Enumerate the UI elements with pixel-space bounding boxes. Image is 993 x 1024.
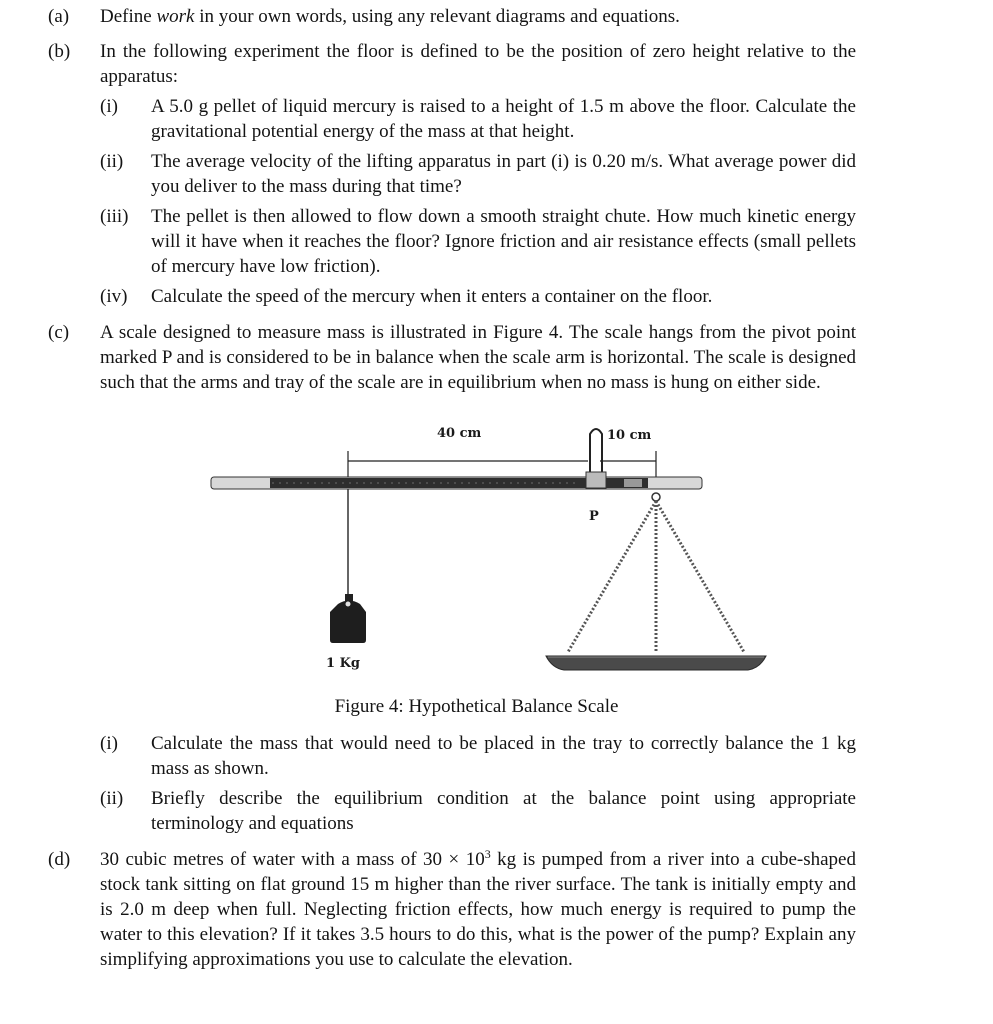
- question-d-label: (d): [48, 849, 71, 870]
- question-a-text-pre: Define: [100, 6, 157, 27]
- weight-hook: [345, 594, 353, 601]
- question-a-text-emphasis: work: [156, 6, 195, 27]
- question-b-part-text: The pellet is then allowed to flow down a smooth straight chute. How much kinetic energy will it have when it reaches the floor? Ignore friction and air resistance effects (small pellets of mercury have low friction).: [151, 206, 856, 277]
- tray-chain-right: [656, 501, 744, 652]
- weight-body: [330, 601, 366, 644]
- scale-arm-collar: [624, 479, 642, 487]
- question-c-text: A scale designed to measure mass is illustrated in Figure 4. The scale hangs from the pivot point marked P and is considered to be in balance when the scale arm is horizontal. The scale is designed such that the arms and tray of the scale are in equilibrium when no mass is hung on either side.: [100, 322, 856, 393]
- question-c-part-label: (ii): [100, 788, 124, 809]
- question-d-text-post: kg is pumped from a river into a cube-shaped stock tank sitting on flat ground 15 m higher than the river surface. The tank is initially empty and is 2.0 m deep when full. Neglecting friction effects, how much energy is required to pump the water to this elevation? If it takes 3.5 hours to do this, what is the power of the pump? Explain any simplifying approximations you use to calculate the elevation.: [100, 849, 856, 970]
- question-c-part-text: Calculate the mass that would need to be placed in the tray to correctly balance the 1 kg mass as shown.: [151, 733, 856, 779]
- question-b-text: In the following experiment the floor is defined to be the position of zero height relative to the apparatus:: [100, 41, 856, 87]
- tray-chain-left: [568, 501, 656, 652]
- question-b-part-text: Calculate the speed of the mercury when it enters a container on the floor.: [151, 286, 713, 307]
- question-c-label: (c): [48, 322, 70, 343]
- question-a-label: (a): [48, 6, 70, 27]
- question-d-text-pre: 30 cubic metres of water with a mass of 30 × 10: [100, 849, 485, 870]
- question-b-part-label: (iv): [100, 286, 128, 307]
- question-d-text: [100, 847, 856, 972]
- question-b-part-label: (i): [100, 96, 118, 117]
- question-b-part-text: A 5.0 g pellet of liquid mercury is raised to a height of 1.5 m above the floor. Calculate the gravitational potential energy of the mass at that height.: [151, 96, 856, 142]
- question-b-part-label: (iii): [100, 206, 129, 227]
- question-d-exponent: 3: [484, 847, 491, 861]
- pivot-label: P: [589, 509, 599, 524]
- right-length-label: 10 cm: [607, 428, 652, 443]
- question-a-text-post: in your own words, using any relevant diagrams and equations.: [194, 6, 680, 27]
- scale-tray: [546, 656, 766, 670]
- question-b-part-text: The average velocity of the lifting apparatus in part (i) is 0.20 m/s. What average power did you deliver to the mass during that time?: [151, 151, 856, 197]
- mass-label: 1 Kg: [326, 656, 360, 671]
- question-c-part-text: Briefly describe the equilibrium condition at the balance point using appropriate terminology and equations: [151, 788, 856, 834]
- pivot-hook: [590, 429, 602, 478]
- weight-eye: [346, 602, 351, 607]
- question-b-part-label: (ii): [100, 151, 124, 172]
- question-c-part-label: (i): [100, 733, 118, 754]
- question-b-label: (b): [48, 41, 71, 62]
- left-length-label: 40 cm: [437, 426, 482, 441]
- figure-caption: Figure 4: Hypothetical Balance Scale: [334, 696, 619, 717]
- pivot-block: [586, 472, 606, 488]
- tray-hook-ring: [652, 493, 660, 501]
